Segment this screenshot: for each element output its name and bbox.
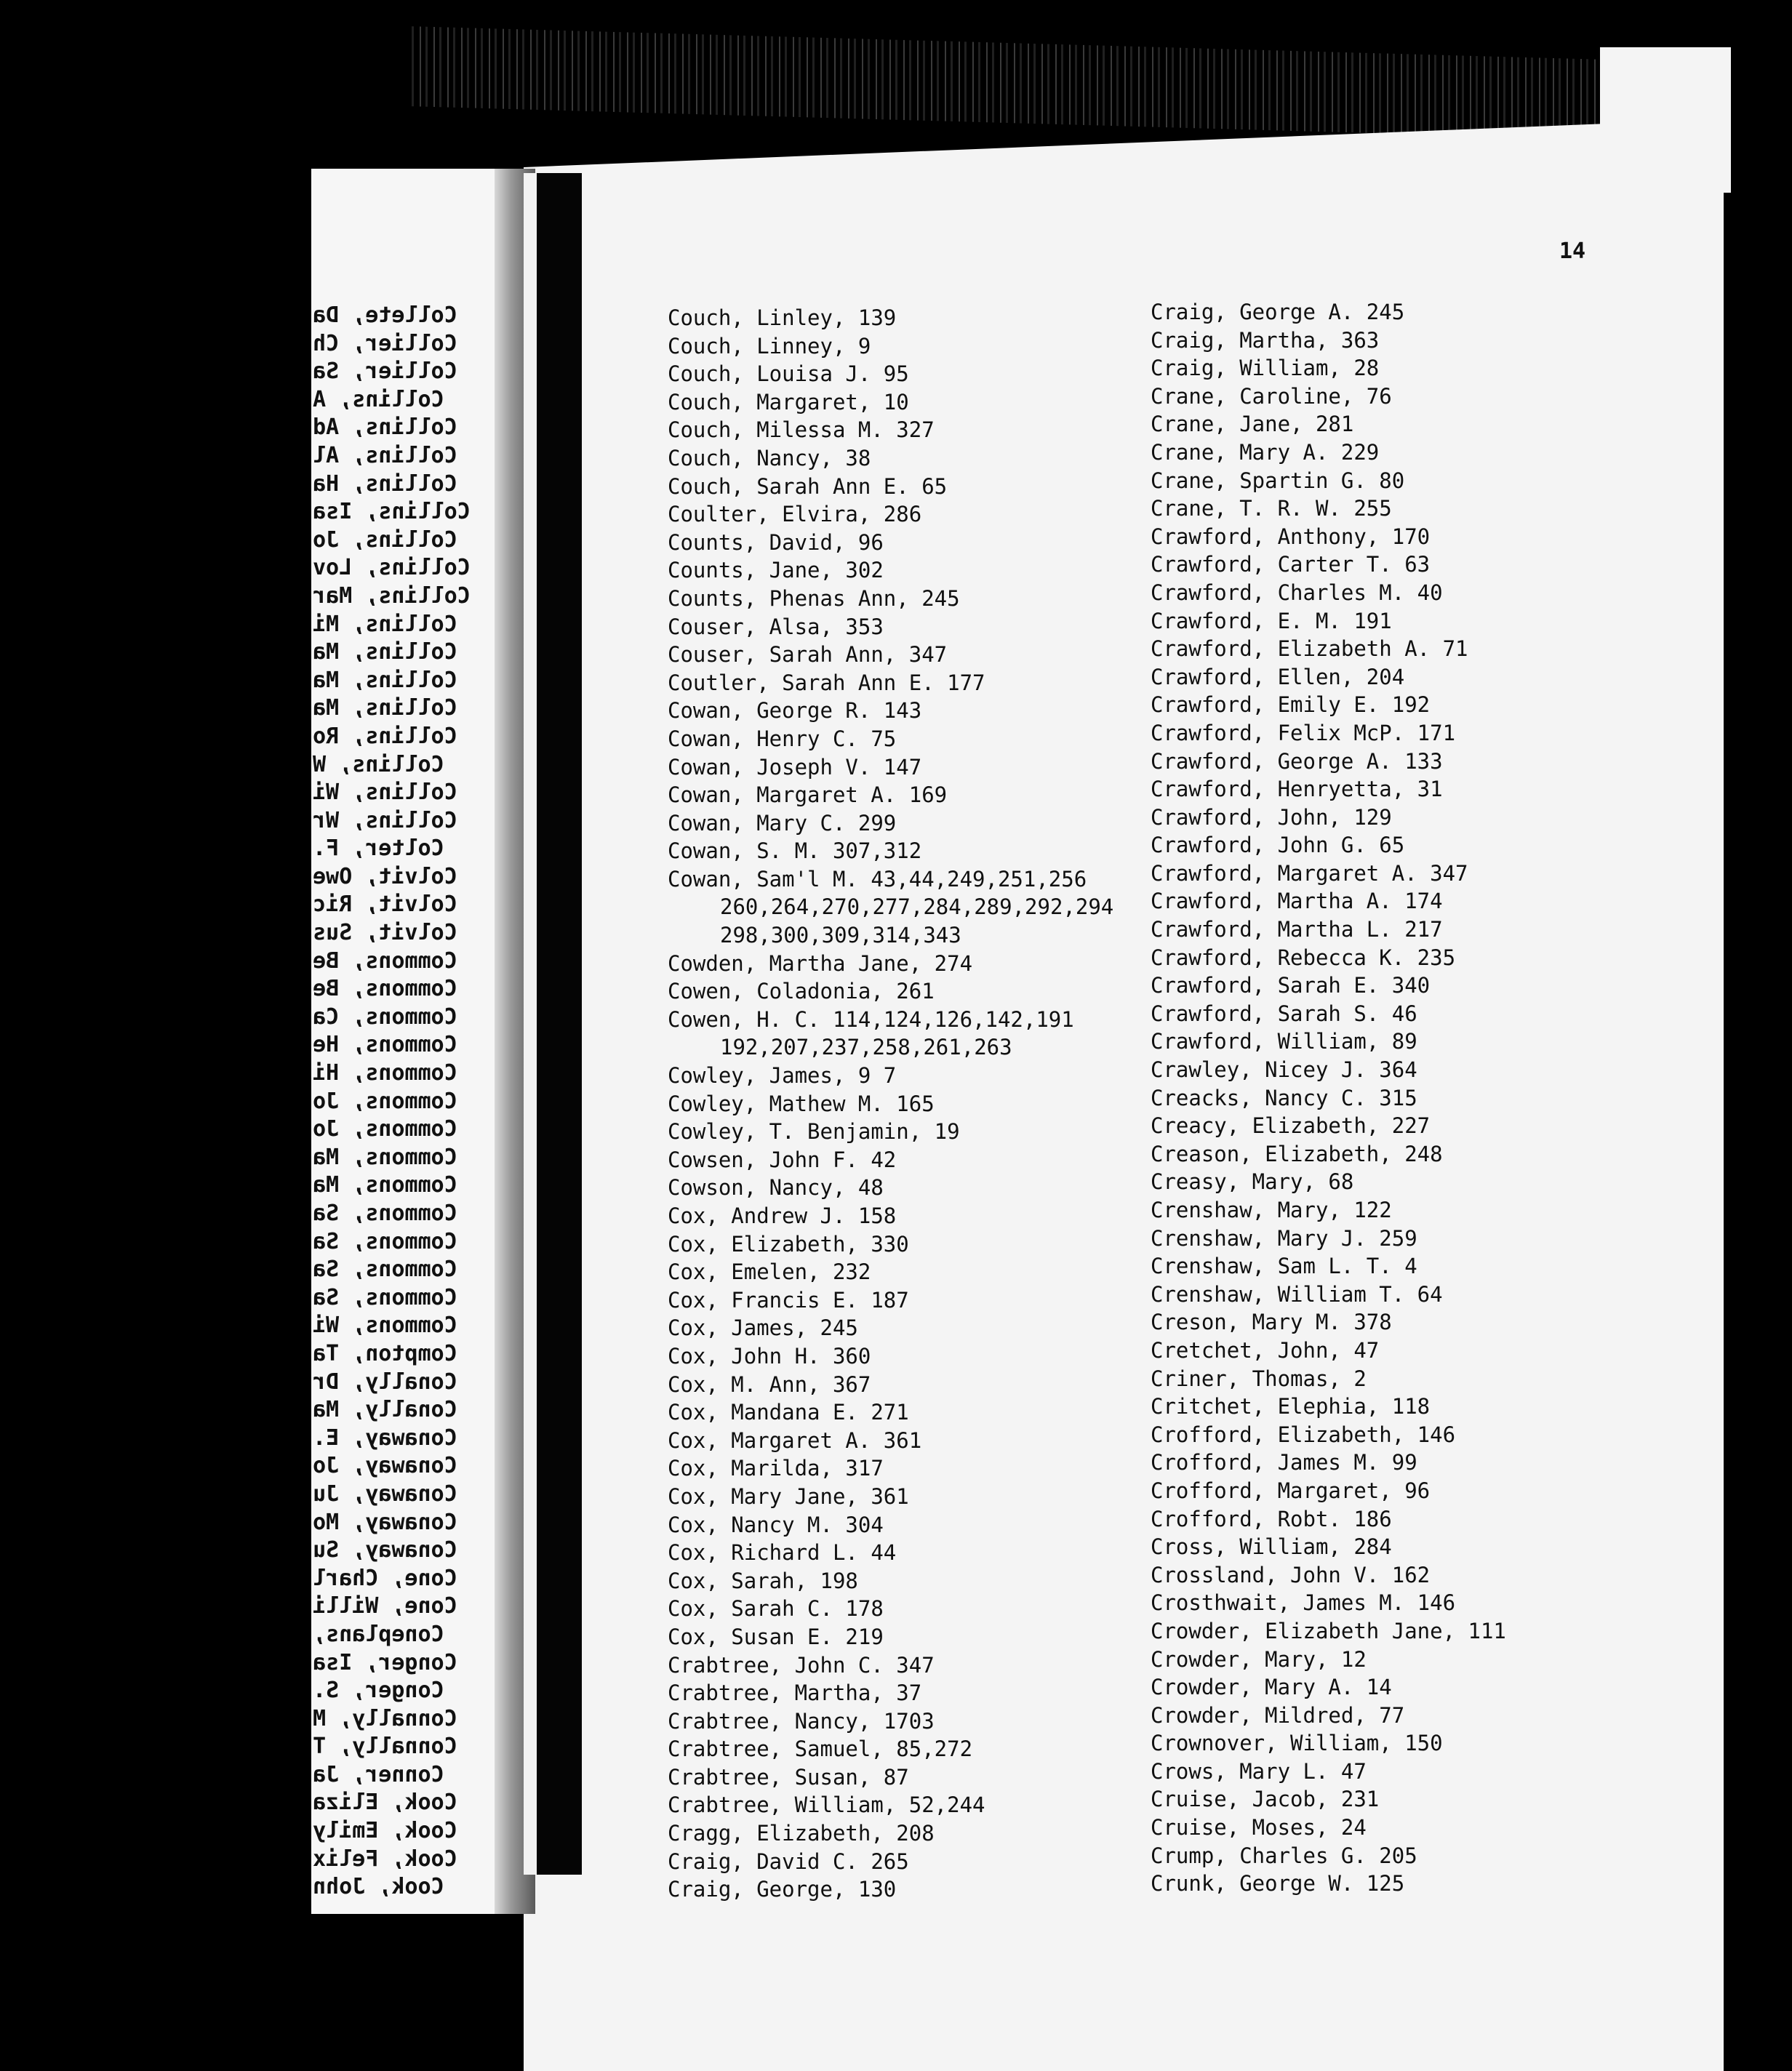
index-column-right <box>1151 298 1660 1898</box>
ghost-entry: Commons, Ma <box>313 1144 457 1170</box>
index-entry: Crows, Mary L. 47 <box>1151 1758 1367 1784</box>
index-entry: Creason, Elizabeth, 248 <box>1151 1141 1443 1166</box>
index-entry: Cox, Emelen, 232 <box>668 1259 871 1285</box>
index-entry: Cox, Margaret A. 361 <box>668 1427 922 1453</box>
ghost-entry: Collins, Wi <box>313 780 457 806</box>
index-entry: Crabtree, Martha, 37 <box>668 1681 922 1706</box>
index-entry: 192,207,237,258,261,263 <box>720 1035 1012 1060</box>
ghost-entry: Conaway, Su <box>313 1537 457 1563</box>
ghost-entry: Commons, Hi <box>313 1060 457 1086</box>
index-entry: Crowder, Mary, 12 <box>1151 1646 1367 1672</box>
book-binding <box>537 173 582 1875</box>
ghost-entry: Collins, Mar <box>313 582 471 609</box>
index-entry: Coutler, Sarah Ann E. 177 <box>668 670 985 695</box>
ghost-entry: Connally, T <box>313 1734 457 1760</box>
ghost-entry: Collier, Ch <box>313 330 457 356</box>
ghost-entry: Cone, Willi <box>313 1593 457 1619</box>
ghost-entry: Conaway, Mo <box>313 1509 457 1535</box>
index-entry: Cox, Francis E. 187 <box>668 1287 909 1313</box>
ghost-entry: Collins, Ad <box>313 414 457 441</box>
index-entry: Crawford, Elizabeth A. 71 <box>1151 636 1468 662</box>
ghost-entry: Collins, Isa <box>313 499 471 525</box>
index-entry: Cox, James, 245 <box>668 1315 858 1341</box>
index-entry: Couser, Sarah Ann, 347 <box>668 642 948 668</box>
index-entry: Couch, Linley, 139 <box>668 305 897 330</box>
index-entry: Craig, Martha, 363 <box>1151 327 1380 353</box>
index-entry: Crawford, Sarah S. 46 <box>1151 1001 1417 1026</box>
ghost-entry: Conger, Isa <box>313 1649 457 1675</box>
index-entry: Crawford, George A. 133 <box>1151 748 1443 774</box>
index-entry: Couch, Milessa M. 327 <box>668 417 935 443</box>
index-entry: Cowson, Nancy, 48 <box>668 1175 884 1201</box>
index-entry: Crowder, Mildred, 77 <box>1151 1702 1405 1728</box>
index-entry: Cretchet, John, 47 <box>1151 1337 1380 1363</box>
ghost-entry: Collins, Al <box>313 442 457 468</box>
ghost-entry: Cone, Charl <box>313 1565 457 1591</box>
index-entry: Crofford, Robt. 186 <box>1151 1506 1392 1531</box>
index-entry: Cox, John H. 360 <box>668 1343 871 1369</box>
index-entry: Crenshaw, Mary, 122 <box>1151 1198 1392 1222</box>
ghost-entry: Collins, Jo <box>313 526 457 553</box>
ghost-entry: Commons, Sa <box>313 1201 457 1226</box>
index-entry: Crawford, John, 129 <box>1151 804 1392 830</box>
index-entry: Cox, Sarah, 198 <box>668 1568 858 1593</box>
index-entry: Crane, T. R. W. 255 <box>1151 496 1392 521</box>
index-entry: Crump, Charles G. 205 <box>1151 1843 1417 1868</box>
index-entry: Cowden, Martha Jane, 274 <box>668 950 973 976</box>
index-entry: Cross, William, 284 <box>1151 1534 1392 1560</box>
ghost-entry: Conaway, Jo <box>313 1453 457 1479</box>
index-entry: Crabtree, Susan, 87 <box>668 1764 909 1790</box>
index-entry: Crawford, Anthony, 170 <box>1151 524 1431 549</box>
index-entry: Counts, Jane, 302 <box>668 558 884 583</box>
index-entry: Cowen, H. C. 114,124,126,142,191 <box>668 1006 1074 1032</box>
index-entry: Cox, M. Ann, 367 <box>668 1371 871 1397</box>
index-entry: Crane, Caroline, 76 <box>1151 383 1392 409</box>
ghost-entry: Collins, Ha <box>313 470 457 497</box>
index-entry: Craig, George, 130 <box>668 1877 897 1902</box>
index-entry: Crabtree, William, 52,244 <box>668 1792 985 1818</box>
index-entry: Crawford, Emily E. 192 <box>1151 692 1431 718</box>
index-entry: Crawford, Margaret A. 347 <box>1151 860 1468 886</box>
page-number: 14 <box>1559 239 1586 264</box>
index-entry: Counts, Phenas Ann, 245 <box>668 585 960 611</box>
index-entry: Cragg, Elizabeth, 208 <box>668 1821 935 1846</box>
index-entry: Cowan, Sam'l M. 43,44,249,251,256 <box>668 866 1087 892</box>
film-noise-strip <box>407 26 1658 141</box>
index-entry: Cox, Susan E. 219 <box>668 1624 884 1649</box>
ghost-entry: Collins, Mi <box>313 611 457 637</box>
index-entry: Cowley, James, 9 7 <box>668 1063 897 1089</box>
ghost-entry: Conger, S. <box>313 1678 444 1704</box>
ghost-entry: Collins, Ma <box>313 639 457 665</box>
ghost-entry: Commons, Sa <box>313 1257 457 1283</box>
index-entry: Couser, Alsa, 353 <box>668 614 884 639</box>
index-entry: Cox, Richard L. 44 <box>668 1540 897 1566</box>
index-entry: Cruise, Moses, 24 <box>1151 1815 1367 1840</box>
index-entry: Cowan, Joseph V. 147 <box>668 754 922 780</box>
index-entry: Crossland, John V. 162 <box>1151 1562 1431 1587</box>
ghost-entry: Connally, M <box>313 1705 457 1731</box>
index-entry: Cruise, Jacob, 231 <box>1151 1787 1380 1812</box>
index-entry: Cowan, Margaret A. 169 <box>668 782 948 808</box>
index-entry: Couch, Nancy, 38 <box>668 445 871 470</box>
index-entry: Crenshaw, Sam L. T. 4 <box>1151 1254 1417 1279</box>
ghost-entry: Collier, Sa <box>313 358 457 385</box>
index-entry: Crawford, Sarah E. 340 <box>1151 973 1431 998</box>
ghost-entry: Cook, John <box>313 1874 444 1900</box>
binding-edge <box>524 173 537 1875</box>
ghost-entry: Commons, Ma <box>313 1172 457 1198</box>
index-entry: Crownover, William, 150 <box>1151 1731 1443 1756</box>
index-entry: Craig, George A. 245 <box>1151 300 1405 324</box>
index-entry: Crowder, Mary A. 14 <box>1151 1675 1392 1700</box>
ghost-entry: Commons, Ca <box>313 1004 457 1030</box>
index-entry: Crawford, Henryetta, 31 <box>1151 777 1443 802</box>
index-entry: Cowan, Henry C. 75 <box>668 726 897 751</box>
index-entry: Crawford, E. M. 191 <box>1151 608 1392 633</box>
index-entry: Craig, David C. 265 <box>668 1848 909 1874</box>
index-entry: Cox, Mary Jane, 361 <box>668 1483 909 1509</box>
index-entry: Couch, Linney, 9 <box>668 333 871 358</box>
index-entry: Crawford, William, 89 <box>1151 1029 1417 1054</box>
ghost-entry: Commons, Be <box>313 976 457 1002</box>
index-entry: Cowen, Coladonia, 261 <box>668 979 935 1004</box>
index-entry: Cox, Sarah C. 178 <box>668 1596 884 1622</box>
index-entry: Crawford, Martha A. 174 <box>1151 889 1443 914</box>
ghost-entry: Collins, Ma <box>313 667 457 693</box>
index-entry: Cox, Nancy M. 304 <box>668 1512 884 1537</box>
index-entry: Couch, Margaret, 10 <box>668 389 909 414</box>
ghost-entry: Colvit, Ric <box>313 892 457 918</box>
ghost-entry: Collins, Ro <box>313 723 457 749</box>
ghost-entry: Commons, He <box>313 1032 457 1058</box>
index-entry: Creson, Mary M. 378 <box>1151 1310 1392 1335</box>
ghost-entry: Collins, Lov <box>313 555 471 581</box>
index-entry: Cowsen, John F. 42 <box>668 1147 897 1172</box>
index-entry: Cowley, T. Benjamin, 19 <box>668 1119 960 1145</box>
index-entry: Creacy, Elizabeth, 227 <box>1151 1113 1431 1139</box>
index-entry: Critchet, Elephia, 118 <box>1151 1394 1431 1419</box>
index-entry: Cox, Mandana E. 271 <box>668 1400 909 1425</box>
index-entry: Counts, David, 96 <box>668 529 884 555</box>
ghost-entry: Collins, Wr <box>313 807 457 833</box>
index-entry: 298,300,309,314,343 <box>720 923 961 948</box>
index-entry: Crunk, George W. 125 <box>1151 1871 1405 1896</box>
ghost-entry: Collins, W <box>313 751 444 777</box>
index-entry: Crawford, Carter T. 63 <box>1151 552 1431 577</box>
ghost-entry: Colvit, Owe <box>313 863 457 889</box>
index-entry: Crofford, Margaret, 96 <box>1151 1478 1431 1503</box>
ghost-entry: Conally, Ma <box>313 1397 457 1423</box>
ghost-entry: Commons, Wi <box>313 1313 457 1339</box>
index-entry: Crawford, Charles M. 40 <box>1151 580 1443 605</box>
index-entry: Crabtree, Nancy, 1703 <box>668 1708 935 1734</box>
ghost-entry: Conally, Dr <box>313 1369 457 1395</box>
ghost-entry: Commons, Jo <box>313 1116 457 1142</box>
ghost-entry: Collete, Da <box>313 303 457 328</box>
index-entry: Crabtree, Samuel, 85,272 <box>668 1736 973 1762</box>
ghost-entry: Colter, F. <box>313 836 444 862</box>
index-entry: Crenshaw, Mary J. 259 <box>1151 1225 1417 1251</box>
index-entry: Crane, Spartin G. 80 <box>1151 468 1405 493</box>
index-entry: Cowan, George R. 143 <box>668 698 922 724</box>
ghost-entry: Commons, Sa <box>313 1284 457 1310</box>
index-entry: Crawford, Felix McP. 171 <box>1151 720 1456 745</box>
index-entry: Crane, Mary A. 229 <box>1151 439 1380 465</box>
index-entry: Craig, William, 28 <box>1151 356 1380 381</box>
ghost-entry: Conaway, Ju <box>313 1481 457 1507</box>
index-entry: Creasy, Mary, 68 <box>1151 1169 1354 1195</box>
index-entry: Crane, Jane, 281 <box>1151 412 1354 437</box>
index-entry: Crawford, John G. 65 <box>1151 833 1405 858</box>
index-column-left <box>668 304 1177 1904</box>
index-entry: 260,264,270,277,284,289,292,294 <box>720 894 1114 920</box>
ghost-entry: Coneplans, <box>313 1621 444 1647</box>
ghost-entry: Collins, Ma <box>313 695 457 721</box>
index-entry: Crawley, Nicey J. 364 <box>1151 1057 1417 1083</box>
index-entry: Crowder, Elizabeth Jane, 111 <box>1151 1618 1506 1643</box>
index-entry: Crawford, Rebecca K. 235 <box>1151 945 1456 970</box>
index-entry: Couch, Louisa J. 95 <box>668 361 909 387</box>
ghost-entry: Collins, A <box>313 386 444 412</box>
index-entry: Cox, Marilda, 317 <box>668 1456 884 1481</box>
index-entry: Crofford, James M. 99 <box>1151 1450 1417 1475</box>
index-entry: Crenshaw, William T. 64 <box>1151 1281 1443 1307</box>
ghost-entry: Commons, Be <box>313 948 457 974</box>
index-entry: Cowley, Mathew M. 165 <box>668 1091 935 1116</box>
index-entry: Creacks, Nancy C. 315 <box>1151 1085 1417 1110</box>
ghost-entry: Commons, Jo <box>313 1088 457 1114</box>
ghost-entry: Commons, Sa <box>313 1228 457 1254</box>
index-entry: Crofford, Elizabeth, 146 <box>1151 1422 1456 1447</box>
ghost-entry: Compton, Ta <box>313 1340 457 1366</box>
index-entry: Crawford, Martha L. 217 <box>1151 917 1443 942</box>
index-entry: Crabtree, John C. 347 <box>668 1652 935 1678</box>
ghost-entry: Cook, Emily <box>313 1818 457 1844</box>
index-entry: Coulter, Elvira, 286 <box>668 502 922 527</box>
ghost-entry: Cook, Felix <box>313 1846 457 1872</box>
index-entry: Couch, Sarah Ann E. 65 <box>668 473 948 499</box>
index-entry: Crosthwait, James M. 146 <box>1151 1590 1456 1616</box>
ghost-entry: Cook, Eliza <box>313 1790 457 1816</box>
index-entry: Crawford, Ellen, 204 <box>1151 664 1405 689</box>
index-entry: Cowan, S. M. 307,312 <box>668 838 922 864</box>
ghost-entry: Conner, Ja <box>313 1761 444 1787</box>
index-entry: Cox, Andrew J. 158 <box>668 1203 897 1228</box>
index-entry: Cowan, Mary C. 299 <box>668 810 897 836</box>
index-entry: Cox, Elizabeth, 330 <box>668 1231 909 1257</box>
index-entry: Criner, Thomas, 2 <box>1151 1366 1367 1391</box>
ghost-entry: Colvit, Sus <box>313 920 457 946</box>
ghost-entry: Conaway, E. <box>313 1425 457 1451</box>
